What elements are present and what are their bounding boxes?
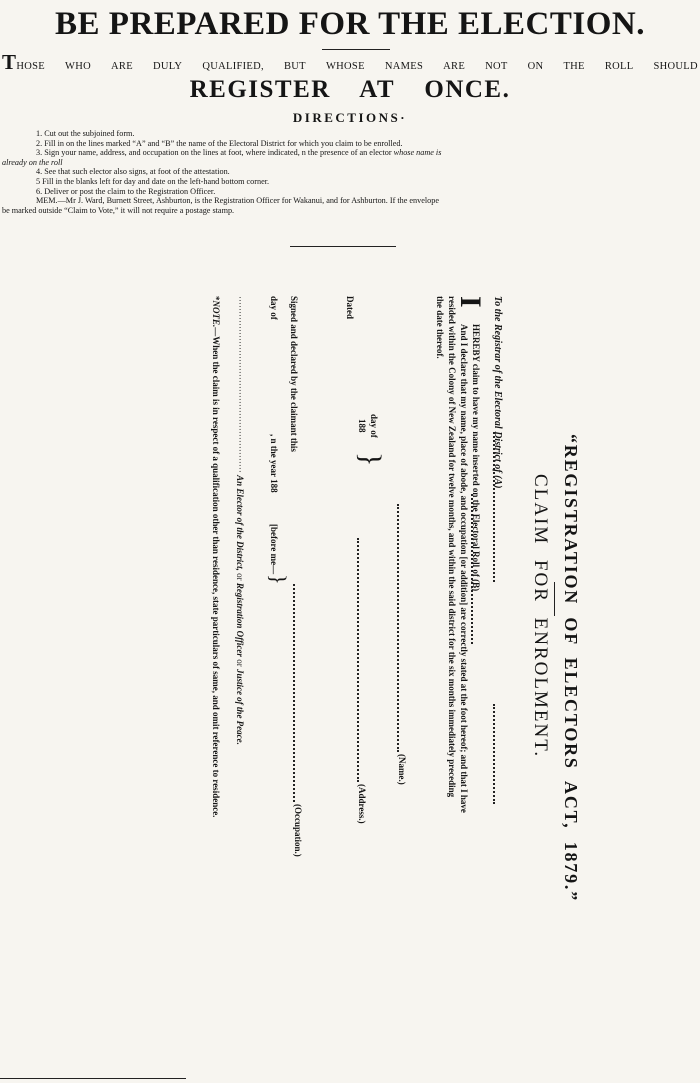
subline-word: NOT: [485, 61, 508, 72]
headline-rule: [322, 49, 390, 50]
direction-item: 6. Deliver or post the claim to the Registration Officer.: [36, 186, 216, 196]
note-text: —When the claim is in respect of a qualification other than residence, state particulars of same, and omit reference to residence.: [211, 327, 221, 818]
day-of-label: day of: [369, 414, 379, 438]
brace: }: [266, 574, 291, 585]
subline-first-word: [2, 52, 45, 73]
dropcap-letter: T: [2, 50, 17, 74]
witness-text: An: [235, 475, 245, 487]
witness-text: Elector of the District,: [235, 488, 245, 571]
act-title: “REGISTRATION OF ELECTORS ACT, 1879.”: [561, 434, 581, 903]
district-a-field-end[interactable]: [493, 704, 495, 804]
claim-body-line: resided within the Colony of New Zealand for twelve months, and within the said district for the six months immediately preceding: [447, 296, 457, 798]
directions-list: [2, 129, 698, 215]
occupation-label: (Occupation.): [293, 804, 303, 857]
district-b-field[interactable]: [471, 494, 473, 644]
year-phrase: , n the year 188: [269, 434, 279, 493]
before-me-label: [before me—: [269, 524, 279, 575]
subline-word: WHO: [64, 61, 91, 72]
claim-body-line: And I declare that my name, place of abode, and occupation [or addition] are correctly stated at the foot hereof; and that I have: [459, 324, 469, 813]
dated-label: Dated: [345, 296, 355, 319]
brace: }: [354, 452, 387, 467]
direction-memo-cont: be marked outside “Claim to Vote,” it will not require a postage stamp.: [2, 205, 235, 215]
witness-line: [235, 296, 245, 745]
subline-word: ROLL: [604, 61, 634, 72]
direction-item: 2. Fill in on the lines marked “A” and “B” the name of the Electoral District for which you claim to be enrolled.: [36, 138, 403, 148]
to-registrar-line: To the Registrar of the Electoral District of (A): [492, 296, 503, 489]
signed-declared-line: Signed and declared by the claimant this: [289, 296, 299, 452]
subline-word: QUALIFIED,: [202, 61, 264, 72]
subline-word: DULY: [152, 61, 183, 72]
direction-item: 5 Fill in the blanks left for day and date on the left-hand bottom corner.: [36, 176, 270, 186]
subline-word: BUT: [284, 61, 306, 72]
subline-word: ARE: [111, 61, 133, 72]
direction-item: 4. See that such elector also signs, at foot of the attestation.: [36, 167, 230, 177]
note-label: NOTE.: [211, 300, 221, 328]
direction-emphasis: whose name is: [393, 148, 442, 158]
footnote: [211, 296, 221, 817]
subline-word: SHOULD: [653, 61, 698, 72]
note-marker: *: [211, 296, 221, 301]
name-field[interactable]: [397, 504, 399, 752]
name-label: (Name.): [397, 754, 407, 785]
directions-title: DIRECTIONS·: [292, 110, 408, 125]
act-rule: [554, 582, 555, 616]
direction-item: [2, 148, 698, 158]
claim-body-line: the date thereof.: [435, 296, 445, 359]
direction-emphasis: already on the roll: [2, 157, 63, 167]
witness-text: Registration Officer: [235, 582, 245, 657]
district-a-field[interactable]: [493, 432, 495, 582]
address-field[interactable]: [357, 538, 359, 782]
occupation-field[interactable]: [293, 584, 295, 802]
claim-title: CLAIM FOR ENROLMENT.: [530, 474, 551, 759]
subline-word: WHOSE: [325, 61, 365, 72]
witness-text: or: [235, 659, 245, 667]
register-heading: REGISTER AT ONCE.: [189, 76, 511, 103]
subline-word: ARE: [443, 61, 466, 72]
subline-word: THE: [563, 61, 585, 72]
direction-item: [2, 158, 698, 168]
year-label: 188: [357, 419, 367, 433]
subheadline: [2, 52, 698, 73]
subline-word: NAMES: [384, 61, 424, 72]
section-rule: [290, 246, 396, 247]
subline-word: HOSE: [16, 61, 45, 72]
claim-form: [115, 284, 585, 1044]
direction-memo: MEM.—Mr J. Ward, Burnett Street, Ashburton, is the Registration Officer for Wakanui, and for Ashburton. If the envelope: [36, 196, 439, 206]
day-of-label: day of: [269, 296, 279, 320]
direction-text: 3. Sign your name, address, and occupation on the lines at foot, where indicated, n the presence of an elector: [36, 148, 392, 158]
dropcap-letter: I: [454, 296, 487, 308]
witness-text: Justice of the Peace.: [235, 668, 245, 745]
witness-dots[interactable]: ···························································: [235, 296, 245, 473]
address-label: (Address.): [357, 784, 367, 824]
witness-text: or: [235, 573, 245, 581]
direction-item: 1. Cut out the subjoined form.: [36, 129, 135, 138]
claim-body-line: HEREBY claim to have my name inserted on the Electoral Roll of (B): [471, 324, 481, 592]
bottom-rule: [0, 1078, 186, 1079]
subline-word: ON: [527, 61, 544, 72]
page-headline: BE PREPARED FOR THE ELECTION.: [55, 6, 645, 42]
